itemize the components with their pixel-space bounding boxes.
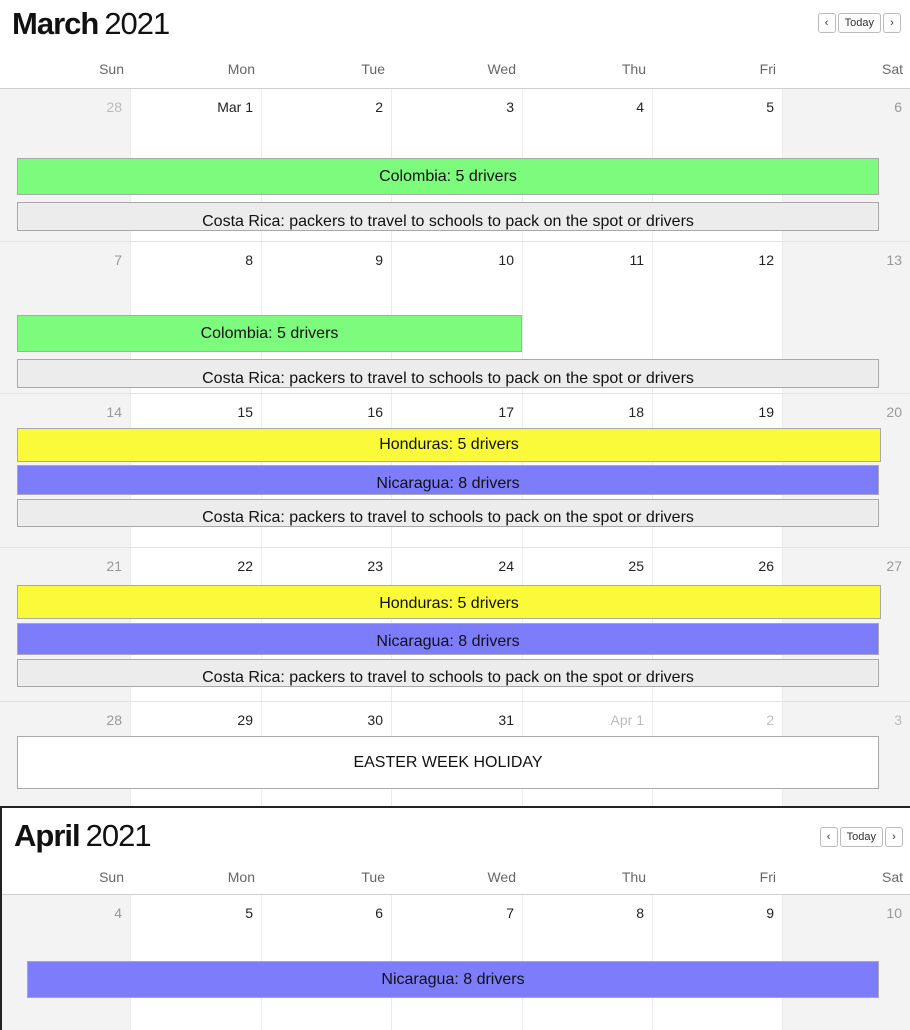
day-number: 3 <box>506 99 514 115</box>
day-number: 6 <box>375 905 383 921</box>
day-number: Apr 1 <box>610 712 644 728</box>
day-number: 21 <box>106 558 122 574</box>
day-number: 6 <box>894 99 902 115</box>
day-number: 30 <box>367 712 383 728</box>
day-number: 9 <box>375 252 383 268</box>
chevron-left-icon: ‹ <box>824 17 829 29</box>
weekday-tue: Tue <box>361 61 385 77</box>
event-honduras[interactable]: Honduras: 5 drivers <box>17 428 881 462</box>
day-number: 10 <box>498 252 514 268</box>
today-button[interactable]: Today <box>840 827 883 847</box>
day-number: 26 <box>758 558 774 574</box>
event-nicaragua[interactable]: Nicaragua: 8 drivers <box>27 961 879 998</box>
day-number: 28 <box>106 99 122 115</box>
day-number: 7 <box>506 905 514 921</box>
weekday-fri: Fri <box>759 61 776 77</box>
day-number: 15 <box>237 404 253 420</box>
day-number: 11 <box>629 252 644 268</box>
day-number: 25 <box>628 558 644 574</box>
month-name: April <box>14 818 80 853</box>
day-number: 2 <box>375 99 383 115</box>
day-number: 20 <box>886 404 902 420</box>
weekday-sun: Sun <box>99 869 124 885</box>
calendar-nav <box>818 13 901 33</box>
day-number: 7 <box>114 252 122 268</box>
weekday-wed: Wed <box>487 61 516 77</box>
day-number: 14 <box>106 404 122 420</box>
day-number: 5 <box>245 905 253 921</box>
chevron-left-icon: ‹ <box>826 831 831 843</box>
day-number: 4 <box>114 905 122 921</box>
month-year: 2021 <box>104 6 170 41</box>
next-month-button[interactable] <box>883 13 901 33</box>
day-number: 28 <box>106 712 122 728</box>
week-row <box>0 242 910 394</box>
day-number: 31 <box>498 712 514 728</box>
day-number: 2 <box>766 712 774 728</box>
week-row <box>0 548 910 702</box>
chevron-right-icon: › <box>890 17 894 29</box>
weekday-sat: Sat <box>881 61 903 77</box>
day-number: 8 <box>245 252 253 268</box>
day-number: 4 <box>636 99 644 115</box>
month-title <box>14 818 151 854</box>
event-costa-rica[interactable]: Costa Rica: packers to travel to schools to pack on the spot or drivers <box>17 202 879 231</box>
weekday-sun: Sun <box>99 61 124 77</box>
weekday-header <box>0 56 910 89</box>
weekday-wed: Wed <box>487 869 516 885</box>
day-number: 16 <box>367 404 383 420</box>
day-number: 17 <box>498 404 514 420</box>
weekday-tue: Tue <box>361 869 385 885</box>
april-calendar <box>0 806 910 1030</box>
day-number: 29 <box>237 712 253 728</box>
month-name: March <box>12 6 99 41</box>
event-nicaragua[interactable]: Nicaragua: 8 drivers <box>17 623 879 655</box>
day-number: 23 <box>367 558 383 574</box>
week-row <box>0 895 910 1030</box>
event-colombia[interactable]: Colombia: 5 drivers <box>17 315 522 352</box>
day-number: 8 <box>636 905 644 921</box>
event-colombia[interactable]: Colombia: 5 drivers <box>17 158 879 195</box>
month-title <box>12 6 169 42</box>
day-number: 19 <box>758 404 774 420</box>
prev-month-button[interactable] <box>820 827 838 847</box>
month-year: 2021 <box>85 818 151 853</box>
day-number: 27 <box>886 558 902 574</box>
chevron-right-icon: › <box>892 831 896 843</box>
event-nicaragua[interactable]: Nicaragua: 8 drivers <box>17 465 879 495</box>
next-month-button[interactable] <box>885 827 903 847</box>
weekday-thu: Thu <box>621 869 646 885</box>
day-number: 12 <box>758 252 774 268</box>
event-honduras[interactable]: Honduras: 5 drivers <box>17 585 881 619</box>
day-number: 5 <box>766 99 774 115</box>
day-number: 3 <box>894 712 902 728</box>
weekday-sat: Sat <box>881 869 903 885</box>
week-row <box>0 394 910 548</box>
week-row <box>0 702 910 806</box>
calendar-nav <box>820 827 903 847</box>
event-costa-rica[interactable]: Costa Rica: packers to travel to schools to pack on the spot or drivers <box>17 499 879 527</box>
event-easter-holiday[interactable]: EASTER WEEK HOLIDAY <box>17 736 879 789</box>
today-button[interactable]: Today <box>838 13 881 33</box>
weekday-thu: Thu <box>621 61 646 77</box>
day-number: Mar 1 <box>217 99 253 115</box>
day-number: 22 <box>237 558 253 574</box>
day-number: 13 <box>886 252 902 268</box>
day-number: 24 <box>498 558 514 574</box>
weekday-fri: Fri <box>759 869 776 885</box>
weekday-header <box>0 864 910 895</box>
day-number: 18 <box>628 404 644 420</box>
week-row <box>0 89 910 242</box>
day-number: 10 <box>886 905 902 921</box>
weekday-mon: Mon <box>227 61 255 77</box>
event-costa-rica[interactable]: Costa Rica: packers to travel to schools to pack on the spot or drivers <box>17 359 879 388</box>
day-number: 9 <box>766 905 774 921</box>
event-costa-rica[interactable]: Costa Rica: packers to travel to schools to pack on the spot or drivers <box>17 659 879 687</box>
prev-month-button[interactable] <box>818 13 836 33</box>
weekday-mon: Mon <box>227 869 255 885</box>
